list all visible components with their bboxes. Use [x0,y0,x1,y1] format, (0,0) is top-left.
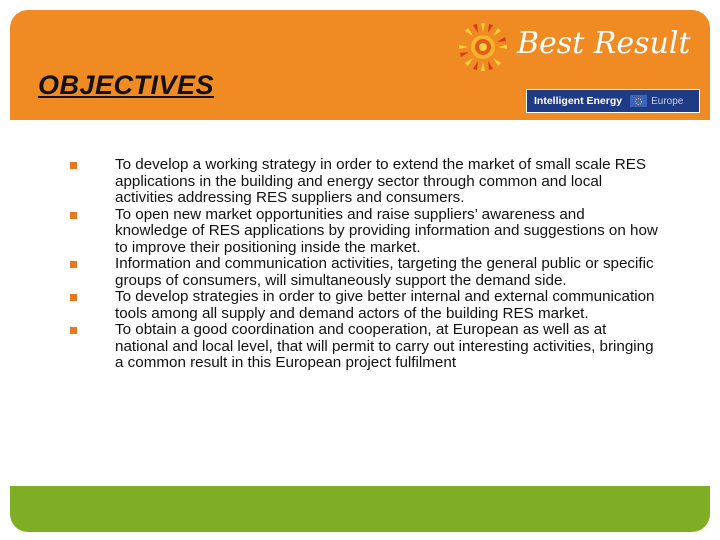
bullet-icon [70,327,77,334]
bullet-text: To open new market opportunities and raise suppliers’ awareness and knowledge of RES applications by providing information and suggestions on how to improve their positioning inside the market. [115,205,658,256]
bullet-icon [70,261,77,268]
list-item [70,322,660,372]
bullet-text: To develop strategies in order to give better internal and external communication tools among all supply and demand actors of the building RES market. [115,288,655,322]
bullet-text: To obtain a good coordination and cooperation, at European as well as at national and local level, that will permit to carry out interesting activities, bringing a common result in this European project fulfilment [115,321,654,371]
list-item [70,256,660,289]
bullet-icon [70,294,77,301]
footer-band [10,486,710,532]
page-title: OBJECTIVES [38,70,215,100]
bullet-text: To develop a working strategy in order to extend the market of small scale RES applications in the building and energy sector through common and local activities addressing RES suppliers and consumers. [115,156,646,206]
list-item [70,289,660,322]
best-result-logo [455,22,705,72]
list-item [70,157,660,207]
badge-region-label: Europe [651,95,684,107]
objectives-list [70,157,660,372]
logo-wordmark: Best Result [517,26,691,61]
bullet-icon [70,162,77,169]
bullet-icon [70,212,77,219]
sun-logo-icon [455,22,513,72]
intelligent-energy-badge [526,89,700,113]
list-item [70,207,660,257]
badge-program-label: Intelligent Energy [534,95,623,107]
eu-flag-icon [630,95,647,107]
bullet-text: Information and communication activities, targeting the general public or specific groups of consumers, will simultaneously support the demand side. [115,255,654,289]
